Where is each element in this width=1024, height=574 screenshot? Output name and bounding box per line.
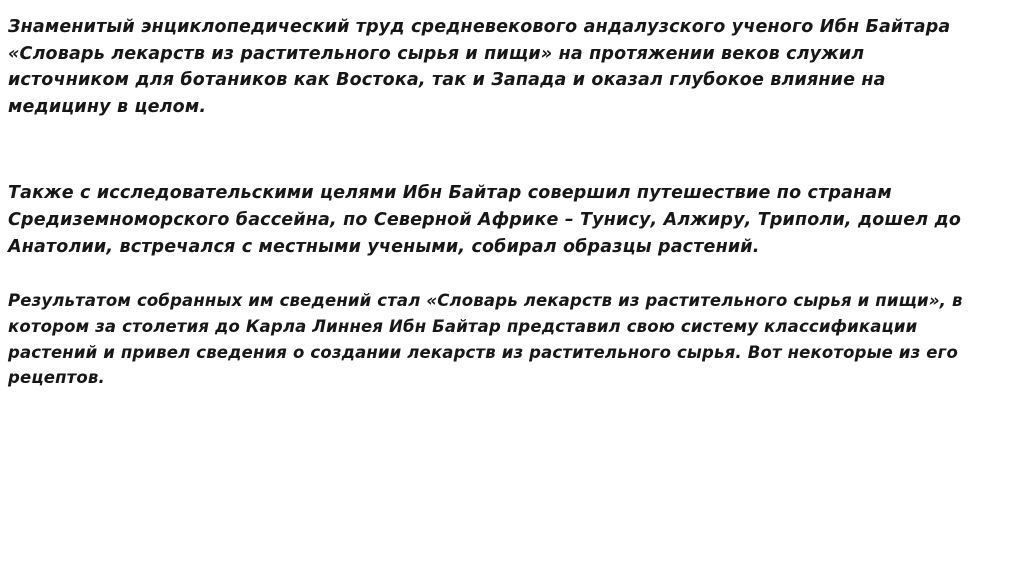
paragraph-result: Результатом собранных им сведений стал «Словарь лекарств из растительного сырья и пищи», в котором за столетия до Карла Линнея Ибн Байтар представил свою систему классификации растений и привел сведения о создании лекарств из растительного сырья. Вот некоторые из его рецептов. — [8, 291, 963, 388]
paragraph-travels: Также с исследовательскими целями Ибн Байтар совершил путешествие по странам Средиземноморского бассейна, по Северной Африке – Тунису, Алжиру, Триполи, дошел до Анатолии, встречался с местными учеными, собирал образцы растений. — [8, 183, 962, 257]
paragraph-intro: Знаменитый энциклопедический труд средневекового андалузского ученого Ибн Байтара «Словарь лекарств из растительного сырья и пищи» на протяжении веков служил источником для ботаников как Востока, так и Запада и оказал глубокое влияние на медицину в целом. — [8, 17, 951, 117]
